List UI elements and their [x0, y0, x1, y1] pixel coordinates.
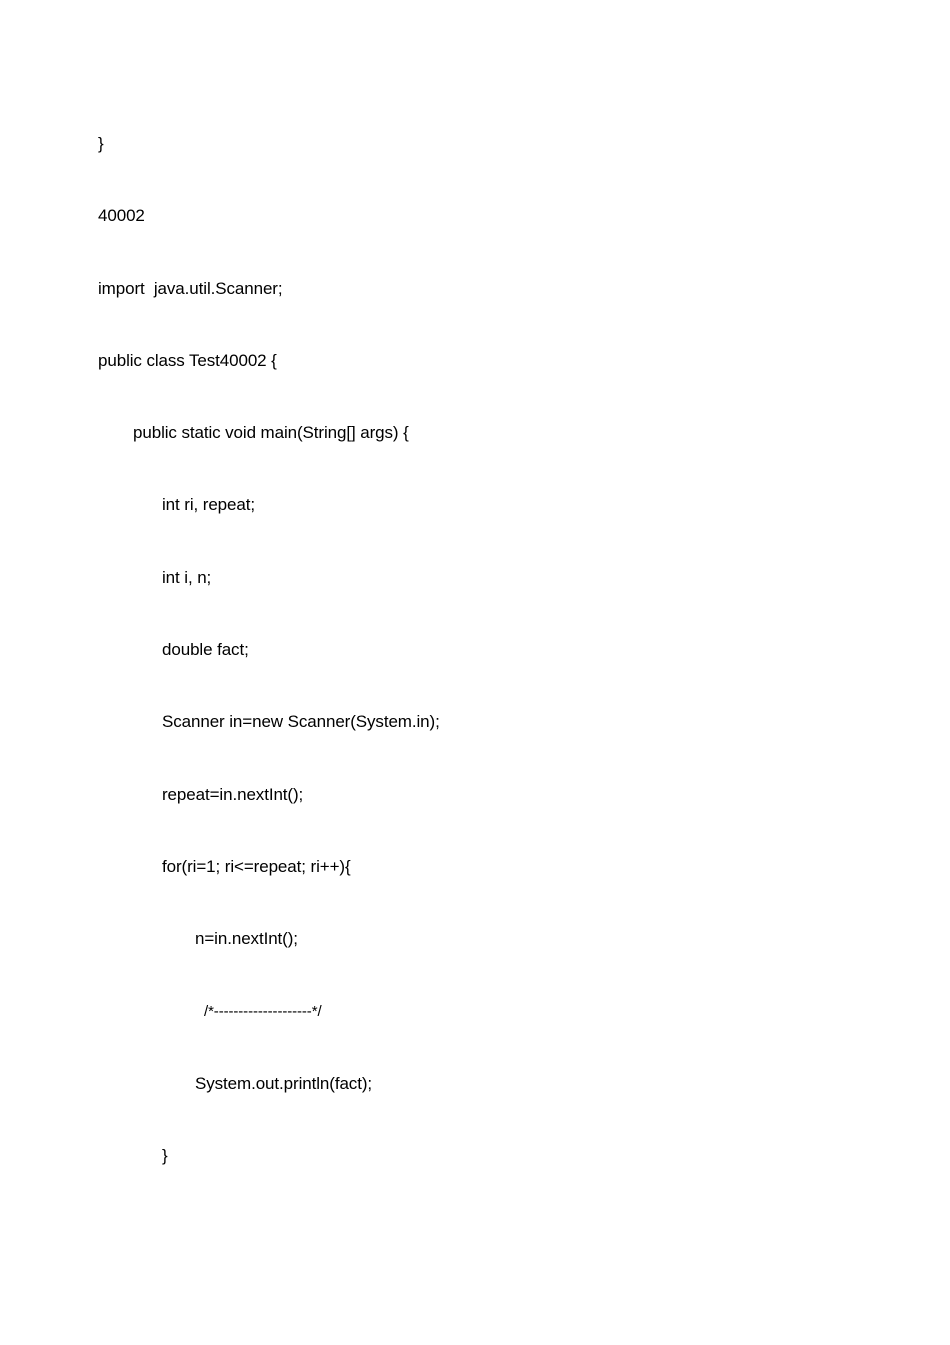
print-statement-line: System.out.println(fact);: [195, 1074, 373, 1093]
problem-number-line: 40002: [98, 206, 145, 225]
read-repeat-line: repeat=in.nextInt();: [162, 785, 304, 804]
read-n-line: n=in.nextInt();: [195, 929, 298, 948]
variable-declaration-line: int ri, repeat;: [162, 495, 255, 514]
closing-brace-line: }: [162, 1146, 168, 1165]
closing-brace-line: }: [98, 134, 104, 153]
main-method-line: public static void main(String[] args) {: [133, 423, 409, 442]
for-loop-line: for(ri=1; ri<=repeat; ri++){: [162, 857, 351, 876]
class-declaration-line: public class Test40002 {: [98, 351, 277, 370]
import-statement-line: import java.util.Scanner;: [98, 279, 283, 298]
variable-declaration-line: int i, n;: [162, 568, 212, 587]
comment-placeholder-line: /*--------------------*/: [204, 1003, 322, 1020]
scanner-creation-line: Scanner in=new Scanner(System.in);: [162, 712, 440, 731]
variable-declaration-line: double fact;: [162, 640, 249, 659]
